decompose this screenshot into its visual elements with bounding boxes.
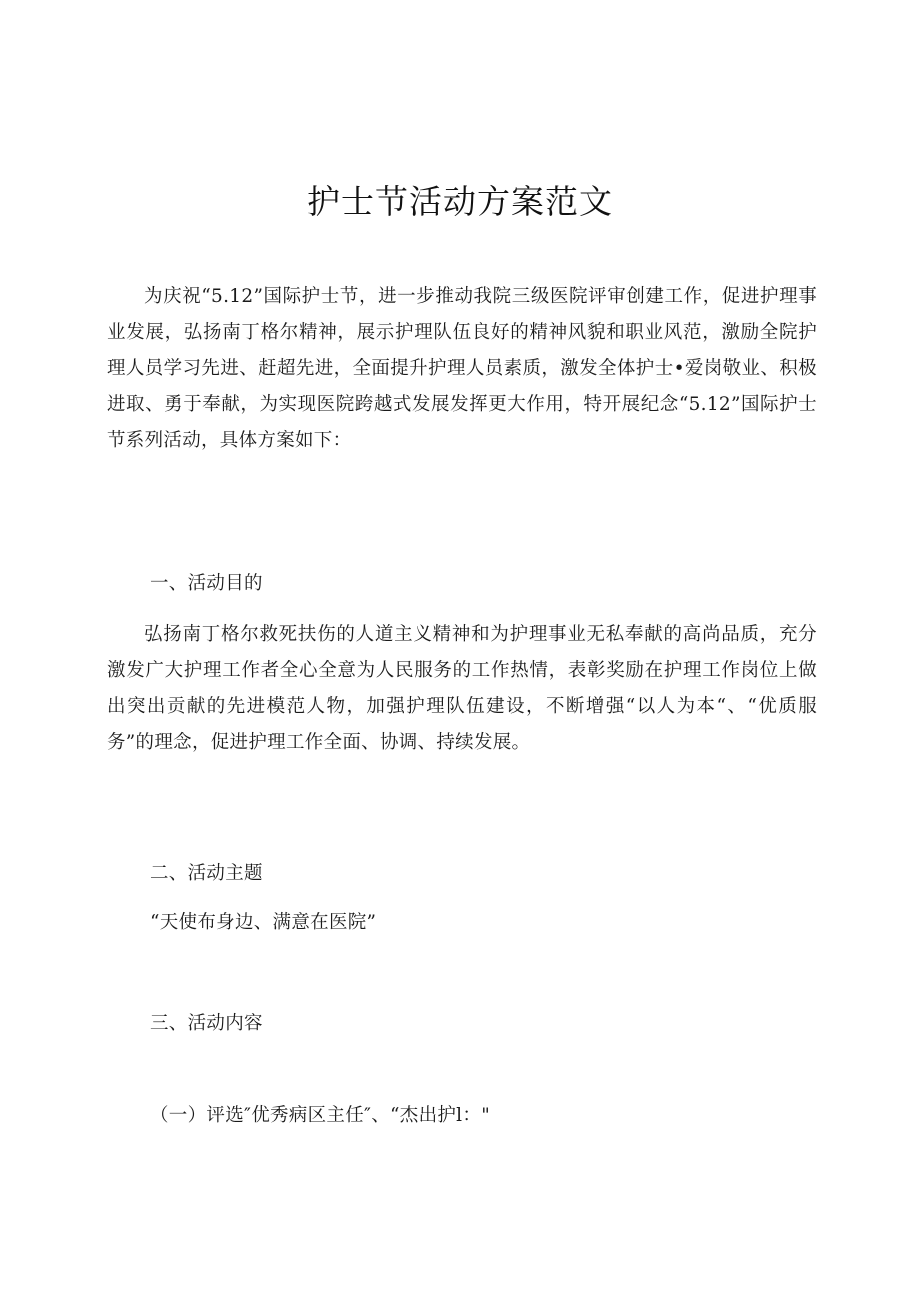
section-heading-content: 三、活动内容 — [150, 1013, 263, 1034]
theme-text: “天使布身边、满意在医院” — [150, 912, 377, 933]
document-title: 护士节活动方案范文 — [307, 182, 613, 221]
subsection-heading-awards: （一）评选″优秀病区主任″、“杰出护l：" — [150, 1105, 491, 1126]
intro-paragraph: 为庆祝“5.12”国际护士节，进一步推动我院三级医院评审创建工作，促进护理事业发展，弘扬南丁格尔精神，展示护理队伍良好的精神风貌和职业风范，激励全院护理人员学习先进、赶超先进，全面提升护理人员素质，激发全体护士•爱岗敬业、积极进取、勇于奉献，为实现医院跨越式发展发挥更大作用，特开展纪念“5.12”国际护士节系列活动，具体方案如下： — [107, 286, 817, 451]
section-heading-theme: 二、活动主题 — [150, 863, 263, 884]
purpose-paragraph: 弘扬南丁格尔救死扶伤的人道主义精神和为护理事业无私奉献的高尚品质，充分激发广大护理工作者全心全意为人民服务的工作热情，表彰奖励在护理工作岗位上做出突出贡献的先进模范人物，加强护理队伍建设，不断增强“以人为本“、“优质服务”的理念，促进护理工作全面、协调、持续发展。 — [107, 624, 817, 753]
section-heading-purpose: 一、活动目的 — [150, 573, 263, 594]
